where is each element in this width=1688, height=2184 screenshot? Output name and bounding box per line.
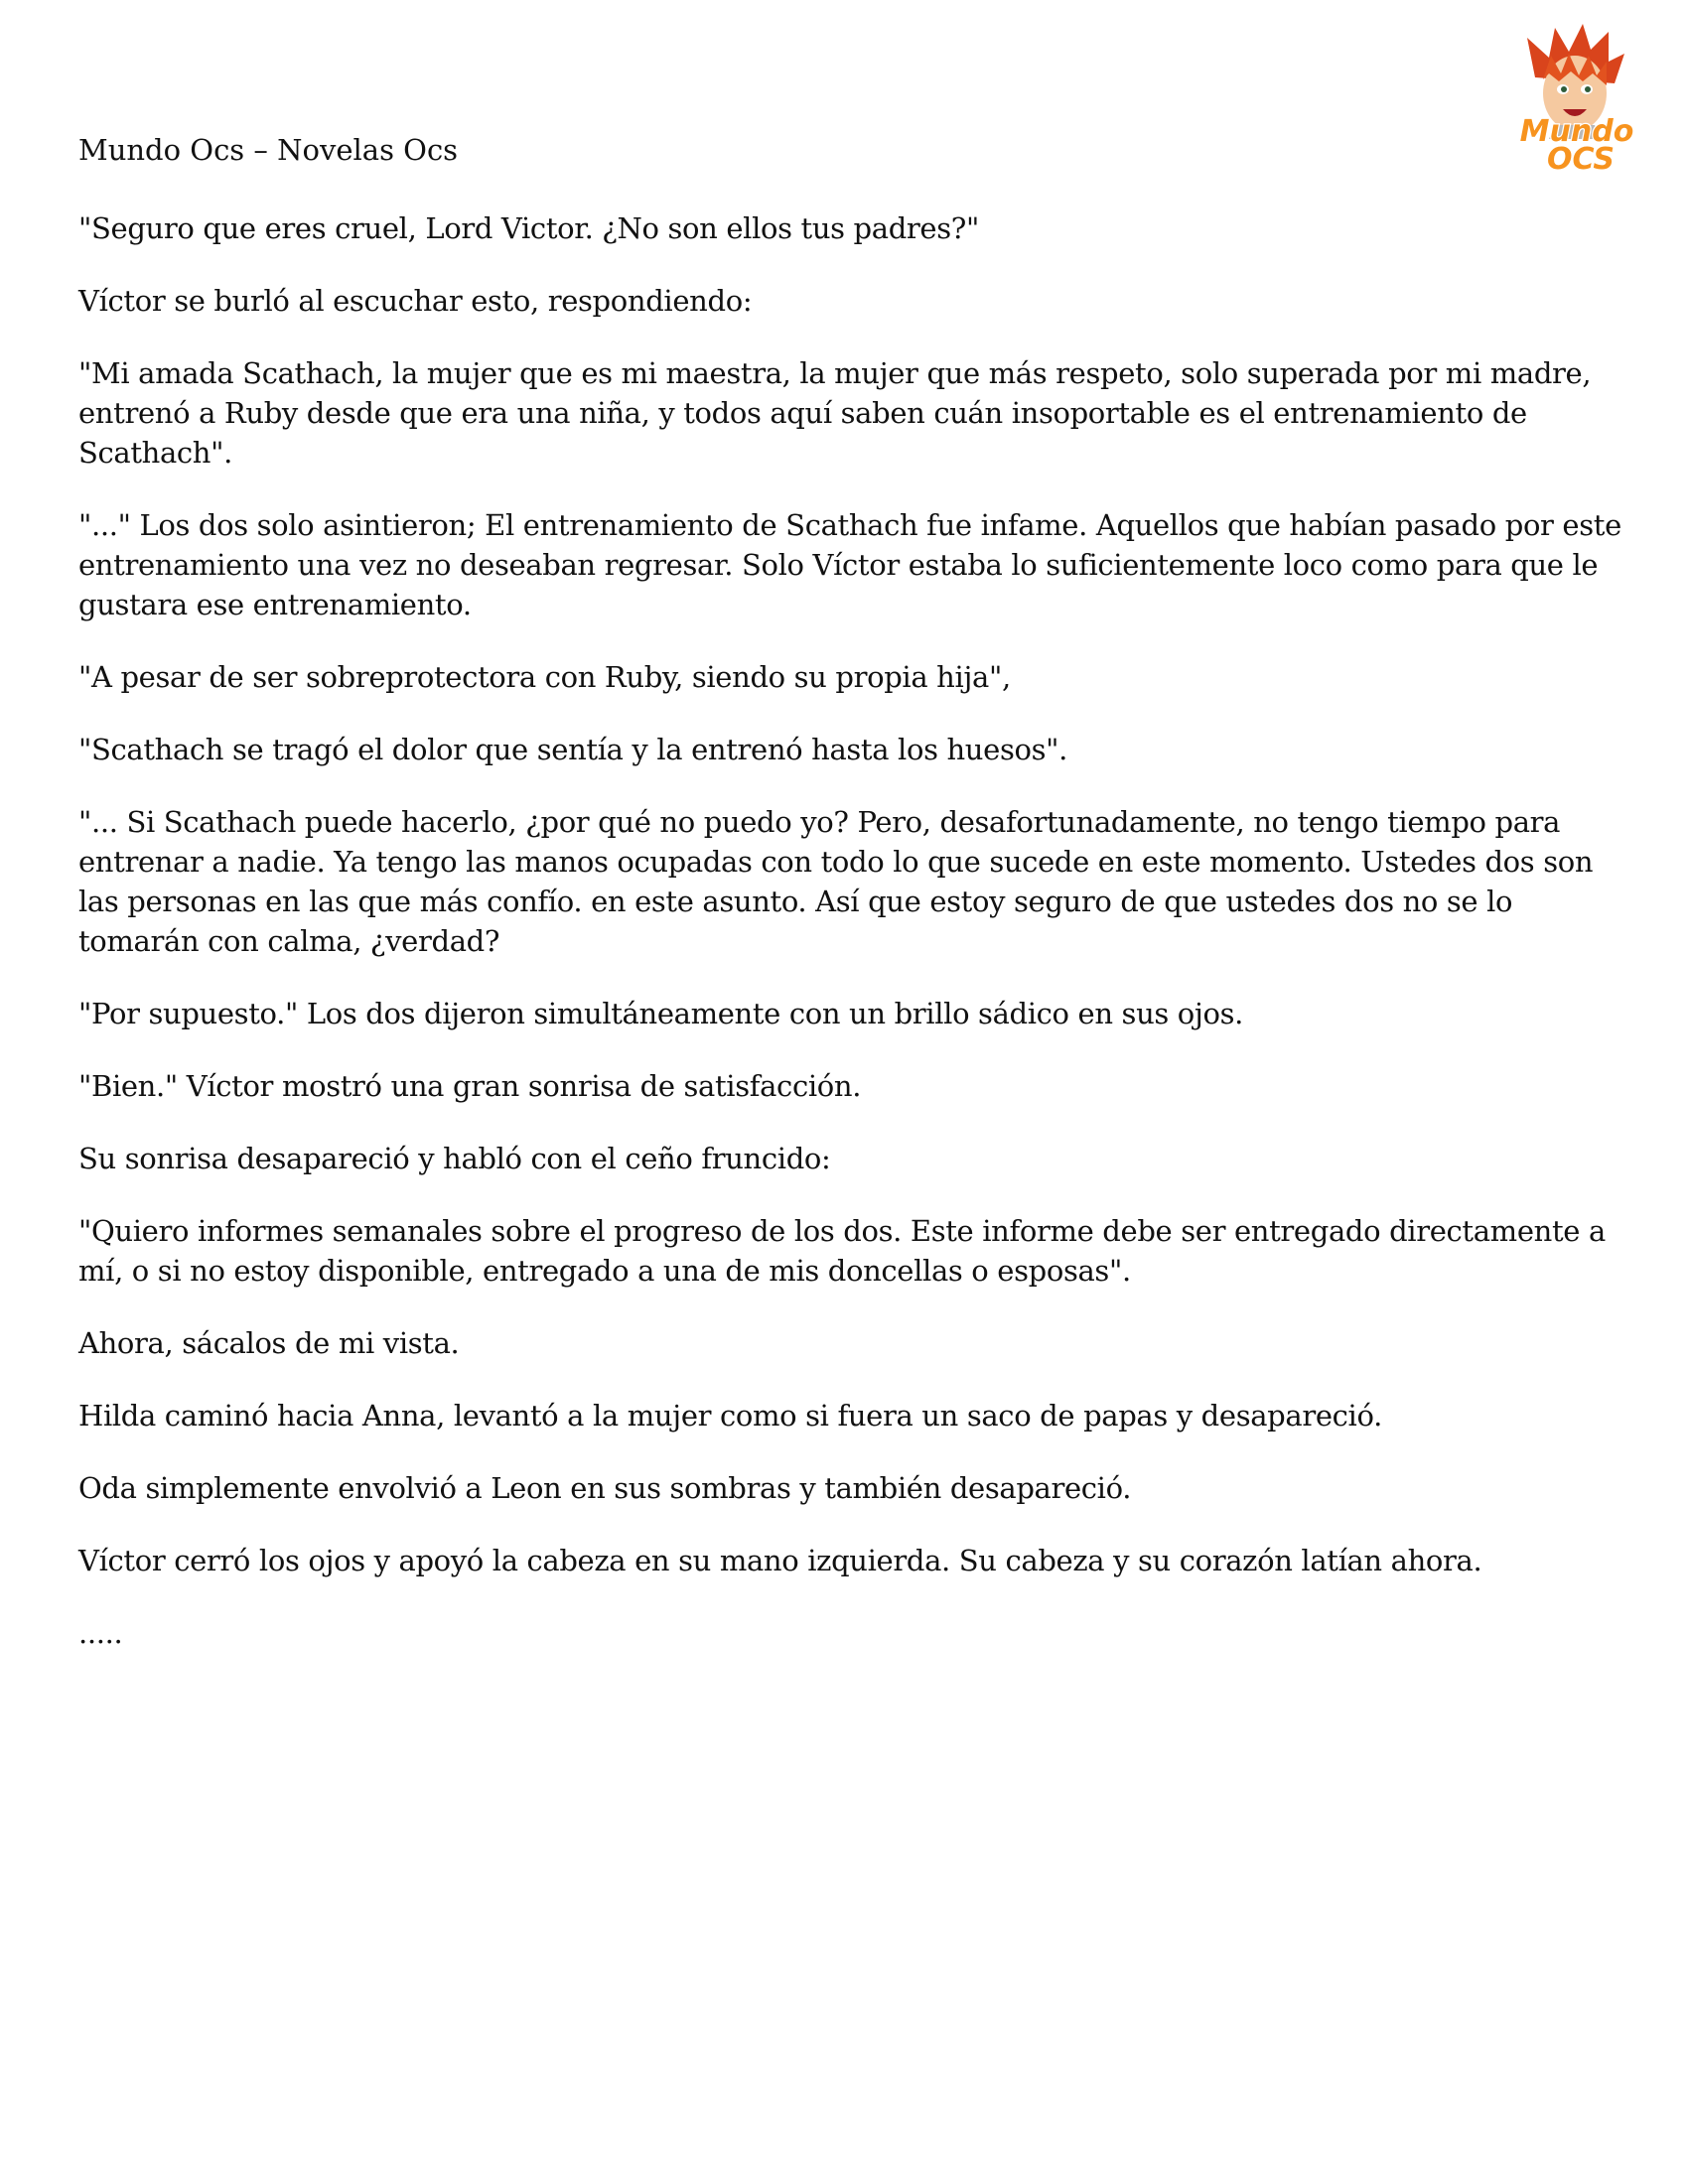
- paragraph: "Scathach se tragó el dolor que sentía y la entrenó hasta los huesos".: [78, 733, 1067, 766]
- paragraph: "..." Los dos solo asintieron; El entrenamiento de Scathach fue infame. Aquellos que habían pasado por este entrenamiento una vez no deseaban regresar. Solo Víctor estaba lo suficientemente loco como para que le gustara ese entrenamiento.: [78, 508, 1621, 621]
- paragraph: Su sonrisa desapareció y habló con el ceño fruncido:: [78, 1142, 831, 1175]
- paragraph: "Por supuesto." Los dos dijeron simultáneamente con un brillo sádico en sus ojos.: [78, 997, 1244, 1030]
- paragraph: "Quiero informes semanales sobre el progreso de los dos. Este informe debe ser entregado directamente a mí, o si no estoy disponible, entregado a una de mis doncellas o esposas".: [78, 1214, 1606, 1288]
- page-header: Mundo Ocs – Novelas Ocs: [78, 133, 459, 167]
- paragraph: .....: [78, 1616, 123, 1650]
- paragraph: Ahora, sácalos de mi vista.: [78, 1326, 460, 1360]
- paragraph: "Bien." Víctor mostró una gran sonrisa de satisfacción.: [78, 1069, 862, 1103]
- paragraph: Víctor se burló al escuchar esto, respondiendo:: [78, 284, 753, 318]
- logo-graphic: [1497, 20, 1656, 179]
- paragraph: "Mi amada Scathach, la mujer que es mi maestra, la mujer que más respeto, solo superada por mi madre, entrenó a Ruby desde que era una niña, y todos aquí saben cuán insoportable es el entrenamiento de Scathach".: [78, 356, 1592, 470]
- paragraph: "... Si Scathach puede hacerlo, ¿por qué no puedo yo? Pero, desafortunadamente, no tengo tiempo para entrenar a nadie. Ya tengo las manos ocupadas con todo lo que sucede en este momento. Ustedes dos son las personas en las que más confío. en este asunto. Así que estoy seguro de que ustedes dos no se lo tomarán con calma, ¿verdad?: [78, 805, 1594, 958]
- logo-text-line2: OCS: [1546, 142, 1616, 177]
- novel-body: [78, 208, 1627, 1686]
- paragraph: Oda simplemente envolvió a Leon en sus sombras y también desapareció.: [78, 1471, 1132, 1505]
- logo-text-line1: Mundo: [1519, 114, 1634, 149]
- paragraph: Víctor cerró los ojos y apoyó la cabeza en su mano izquierda. Su cabeza y su corazón latían ahora.: [78, 1544, 1482, 1577]
- paragraph: "Seguro que eres cruel, Lord Victor. ¿No son ellos tus padres?": [78, 211, 979, 245]
- mundo-ocs-logo: [1497, 20, 1656, 179]
- paragraph: Hilda caminó hacia Anna, levantó a la mujer como si fuera un saco de papas y desapareció.: [78, 1399, 1382, 1433]
- paragraph: "A pesar de ser sobreprotectora con Ruby, siendo su propia hija",: [78, 660, 1011, 694]
